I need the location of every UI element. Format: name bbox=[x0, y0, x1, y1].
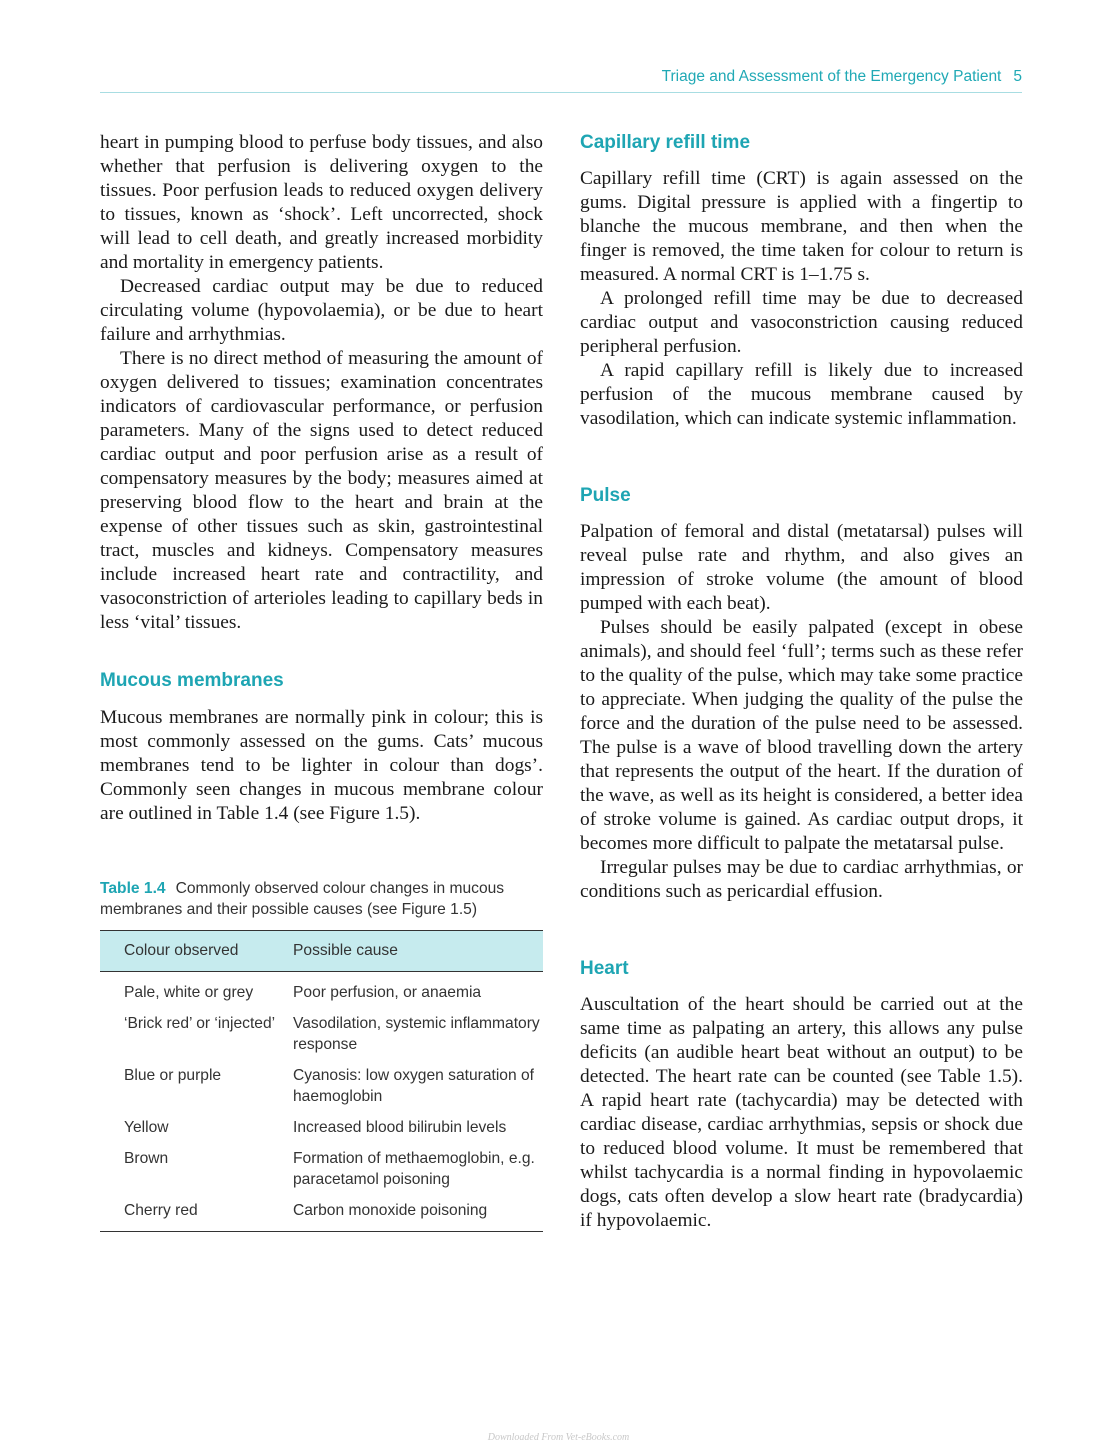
table-row bbox=[100, 1065, 543, 1117]
table-row bbox=[100, 1013, 543, 1065]
paragraph-heart-auscultation: Auscultation of the heart should be carried out at the same time as palpating an artery, this allows any pulse deficits (an audible heart beat without an output) to be detected. The heart rate can be counted (see Table 1.5). A rapid heart rate (tachycardia) may be detected with cardiac disease, cardiac arrhythmias, sepsis or shock due to reduced blood volume. It must be remembered that whilst tachycardia is a normal finding in hypovolaemic dogs, cats often develop a slow heart rate (bradycardia) if hypovolaemic. bbox=[580, 994, 1023, 1231]
heading-heart: Heart bbox=[580, 958, 629, 979]
paragraph-pulse-irregular: Irregular pulses may be due to cardiac arrhythmias, or conditions such as pericardial effusion. bbox=[580, 857, 1023, 902]
paragraph-pulse-quality: Pulses should be easily palpated (except in obese animals), and should feel ‘full’; terms such as these refer to the quality of the pulse, which may take some practice to appreciate. When judging the quality of the pulse the force and the duration of the pulse need to be assessed. The pulse is a wave of blood travelling down the artery that represents the output of the heart. If the duration of the wave, as well as its height is considered, a better idea of stroke volume is gained. As cardiac output drops, it becomes more difficult to palpate the metatarsal pulse. bbox=[580, 617, 1023, 854]
column-header-cause: Possible cause bbox=[293, 931, 543, 972]
paragraph-cardiac-output: Decreased cardiac output may be due to reduced circulating volume (hypovolaemia), or be due to heart failure and arrhythmias. bbox=[100, 276, 543, 345]
cell-cause: Cyanosis: low oxygen saturation of haemoglobin bbox=[293, 1067, 534, 1105]
cell-cause: Increased blood bilirubin levels bbox=[293, 1119, 507, 1136]
table-row bbox=[100, 972, 543, 1014]
table-header-row bbox=[100, 931, 543, 972]
cell-colour: Cherry red bbox=[100, 1200, 293, 1232]
heading-mucous-membranes: Mucous membranes bbox=[100, 670, 284, 691]
heading-pulse: Pulse bbox=[580, 485, 631, 506]
cell-colour: ‘Brick red’ or ‘injected’ bbox=[124, 1015, 276, 1032]
paragraph-perfusion: heart in pumping blood to perfuse body tissues, and also whether that perfusion is delivering oxygen to the tissues. Poor perfusion leads to reduced oxygen delivery to tissues, known as ‘shock’. Left uncorrected, shock will lead to cell death, and greatly increased morbidity and mortality in emergency patients. bbox=[100, 132, 543, 273]
right-column bbox=[580, 131, 1023, 1233]
running-header bbox=[100, 66, 1022, 88]
paragraph-oxygen-delivery: There is no direct method of measuring the amount of oxygen delivered to tissues; examination concentrates indicators of cardiovascular performance, or perfusion parameters. Many of the signs used to detect reduced cardiac output and poor perfusion arise as a result of compensatory measures by the body; measures aimed at preserving blood flow to the heart and brain at the expense of other tissues such as skin, gastrointestinal tract, muscles and kidneys. Compensatory measures include increased heart rate and contractility, and vasoconstriction of arterioles leading to capillary beds in less ‘vital’ tissues. bbox=[100, 348, 543, 633]
cell-colour: Yellow bbox=[124, 1119, 169, 1136]
cell-cause: Carbon monoxide poisoning bbox=[293, 1200, 543, 1232]
cell-colour: Pale, white or grey bbox=[124, 984, 254, 1001]
table-label: Table 1.4 bbox=[100, 880, 166, 897]
heading-capillary-refill-time: Capillary refill time bbox=[580, 132, 751, 153]
paragraph-crt-prolonged: A prolonged refill time may be due to decreased cardiac output and vasoconstriction causing reduced peripheral perfusion. bbox=[580, 288, 1023, 357]
colour-changes-table bbox=[100, 930, 543, 1232]
cell-cause: Formation of methaemoglobin, e.g. paracetamol poisoning bbox=[293, 1150, 535, 1188]
paragraph-crt-rapid: A rapid capillary refill is likely due to increased perfusion of the mucous membrane caused by vasodilation, which can indicate systemic inflammation. bbox=[580, 360, 1023, 429]
left-column bbox=[100, 131, 543, 1232]
header-rule bbox=[100, 92, 1022, 93]
column-header-colour: Colour observed bbox=[100, 931, 293, 972]
table-row bbox=[100, 1200, 543, 1232]
table-caption-text: Commonly observed colour changes in mucous membranes and their possible causes (see Figure 1.5) bbox=[100, 880, 505, 918]
paragraph-mucous-membranes: Mucous membranes are normally pink in colour; this is most commonly assessed on the gums. Cats’ mucous membranes tend to be lighter in colour than dogs’. Commonly seen changes in mucous membrane colour are outlined in Table 1.4 (see Figure 1.5). bbox=[100, 707, 543, 824]
table-row bbox=[100, 1117, 543, 1148]
table-row bbox=[100, 1148, 543, 1200]
cell-colour: Blue or purple bbox=[124, 1067, 222, 1084]
download-watermark: Downloaded From Vet-eBooks.com bbox=[487, 1432, 630, 1443]
cell-cause: Vasodilation, systemic inflammatory response bbox=[293, 1015, 540, 1053]
table-caption bbox=[100, 878, 543, 920]
page-number: 5 bbox=[1013, 68, 1022, 85]
paragraph-pulse-palpation: Palpation of femoral and distal (metatarsal) pulses will reveal pulse rate and rhythm, and also gives an impression of stroke volume (the amount of blood pumped with each beat). bbox=[580, 521, 1023, 614]
paragraph-crt-definition: Capillary refill time (CRT) is again assessed on the gums. Digital pressure is applied with a fingertip to blanche the mucous membrane, and then when the finger is removed, the time taken for colour to return is measured. A normal CRT is 1–1.75 s. bbox=[580, 168, 1023, 285]
cell-cause: Poor perfusion, or anaemia bbox=[293, 984, 482, 1001]
running-title: Triage and Assessment of the Emergency Patient bbox=[661, 68, 1002, 85]
cell-colour: Brown bbox=[124, 1150, 169, 1167]
